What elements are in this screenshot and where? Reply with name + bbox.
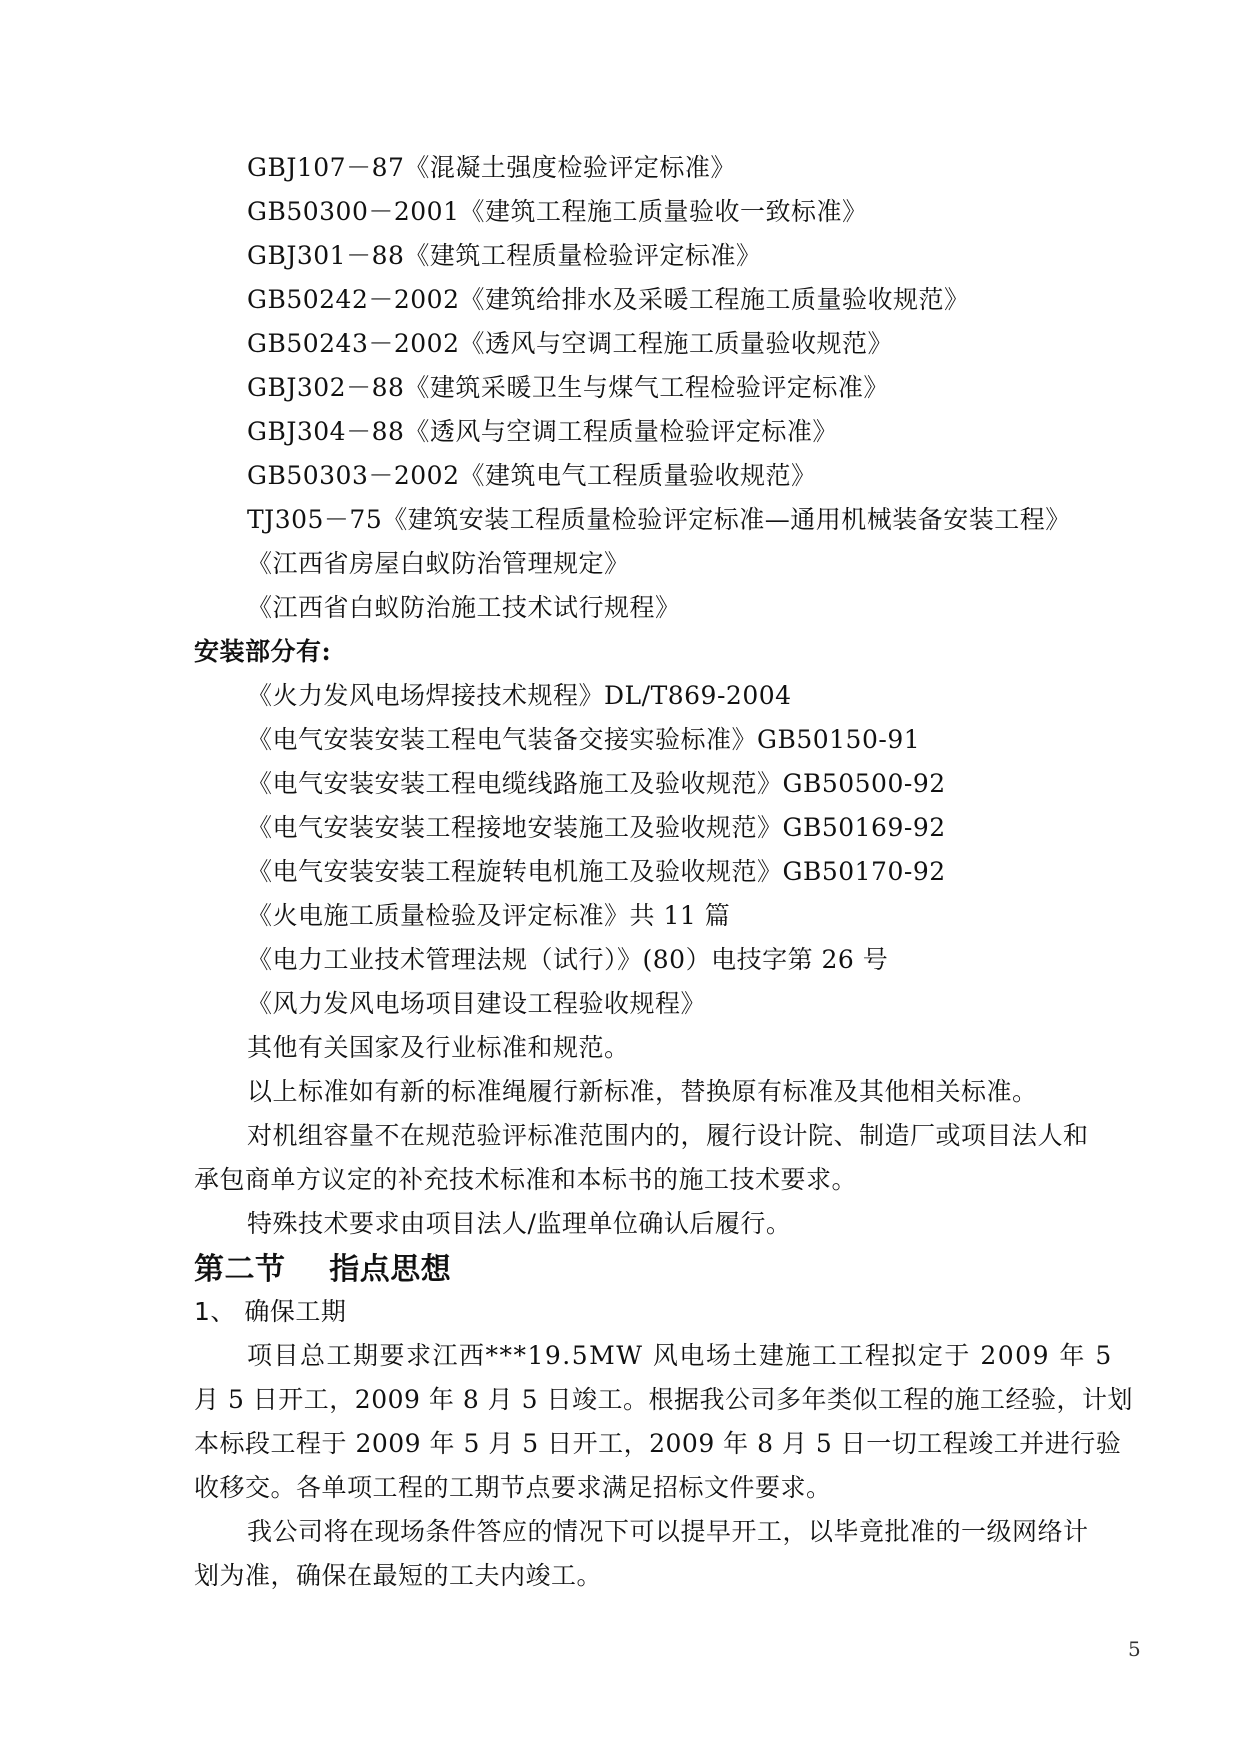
paragraph-line: 本标段工程于 2009 年 5 月 5 日开工，2009 年 8 月 5 日一切工程竣工并进行验 <box>194 1429 1122 1458</box>
install-standard-item: 《火电施工质量检验及评定标准》共 11 篇 <box>247 901 731 930</box>
install-standard-item: 《风力发风电场项目建设工程验收规程》 <box>247 989 707 1018</box>
standard-item: GBJ301－88《建筑工程质量检验评定标准》 <box>247 241 762 270</box>
paragraph-line: 月 5 日开工，2009 年 8 月 5 日竣工。根据我公司多年类似工程的施工经验，计划 <box>194 1385 1133 1414</box>
standard-item: GBJ304－88《透风与空调工程质量检验评定标准》 <box>247 417 838 446</box>
section-heading: 第二节 指点思想 <box>194 1252 452 1287</box>
note-other-standards: 其他有关国家及行业标准和规范。 <box>247 1033 630 1062</box>
standard-item: TJ305－75《建筑安装工程质量检验评定标准—通用机械装备安装工程》 <box>247 505 1071 534</box>
install-heading: 安装部分有: <box>194 637 332 666</box>
regulation-item: 《江西省白蚁防治施工技术试行规程》 <box>247 593 681 622</box>
subsection-heading: 1、 确保工期 <box>194 1297 347 1326</box>
standard-item: GB50242－2002《建筑给排水及采暖工程施工质量验收规范》 <box>247 285 970 314</box>
install-standard-item: 《电力工业技术管理法规（试行）》(80）电技字第 26 号 <box>247 945 889 974</box>
install-standard-item: 《电气安装安装工程接地安装施工及验收规范》GB50169-92 <box>247 813 946 842</box>
note-capacity-line: 对机组容量不在规范验评标准范围内的，履行设计院、制造厂或项目法人和 <box>247 1121 1089 1150</box>
note-capacity-line: 承包商单方议定的补充技术标准和本标书的施工技术要求。 <box>194 1165 858 1194</box>
paragraph-line: 项目总工期要求江西***19.5MW 风电场土建施工工程拟定于 2009 年 5 <box>247 1341 1113 1370</box>
paragraph-line: 我公司将在现场条件答应的情况下可以提早开工，以毕竟批准的一级网络计 <box>247 1517 1089 1546</box>
standard-item: GBJ107－87《混凝土强度检验评定标准》 <box>247 153 736 182</box>
paragraph-line: 收移交。各单项工程的工期节点要求满足招标文件要求。 <box>194 1473 832 1502</box>
regulation-item: 《江西省房屋白蚁防治管理规定》 <box>247 549 630 578</box>
install-standard-item: 《电气安装安装工程电缆线路施工及验收规范》GB50500-92 <box>247 769 946 798</box>
note-special-requirements: 特殊技术要求由项目法人/监理单位确认后履行。 <box>247 1209 792 1238</box>
install-standard-item: 《电气安装安装工程旋转电机施工及验收规范》GB50170-92 <box>247 857 946 886</box>
standard-item: GB50303－2002《建筑电气工程质量验收规范》 <box>247 461 817 490</box>
note-standard-updates: 以上标准如有新的标准绳履行新标准，替换原有标准及其他相关标准。 <box>247 1077 1038 1106</box>
install-standard-item: 《电气安装安装工程电气装备交接实验标准》GB50150-91 <box>247 725 921 754</box>
install-standard-item: 《火力发风电场焊接技术规程》DL/T869-2004 <box>247 681 792 710</box>
standard-item: GB50300－2001《建筑工程施工质量验收一致标准》 <box>247 197 868 226</box>
paragraph-line: 划为准，确保在最短的工夫内竣工。 <box>194 1561 603 1590</box>
page-number: 5 <box>1128 1637 1141 1661</box>
standard-item: GB50243－2002《透风与空调工程施工质量验收规范》 <box>247 329 893 358</box>
standard-item: GBJ302－88《建筑采暖卫生与煤气工程检验评定标准》 <box>247 373 889 402</box>
